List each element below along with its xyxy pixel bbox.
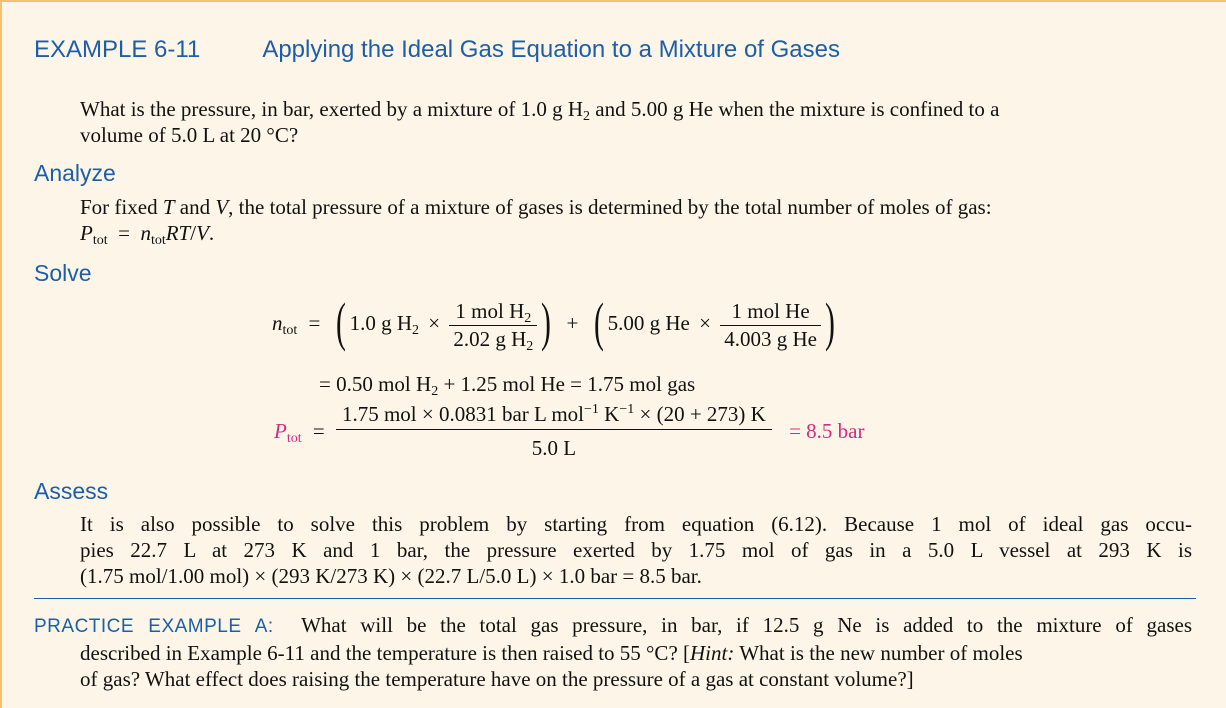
pressure-result: = 8.5 bar xyxy=(789,419,865,443)
analyze-heading: Analyze xyxy=(34,160,116,186)
fraction-he: $\frac{\text{1 mol He}}{\text{4.003 g He}}$ xyxy=(720,299,821,352)
fraction-pressure: $\frac{1.75 mol \times 0.0831 bar L mol^{-1} K^{-1} \times (20 + 273) K}{5.0 L}$ xyxy=(336,402,772,461)
n-tot-result: = 0.50 mol $H_2 + 1.25$ mol He = 1.75 mol gas xyxy=(319,372,696,399)
example-header xyxy=(34,36,840,64)
analyze-formula: $P_{tot} = n_{tot}RT/V$. xyxy=(80,221,215,248)
n-tot-equation: $n_{tot}$ = ( 1.0 g $H_2$ × $\frac{1 mol H_2}{2.02 g H_2}$ ) + ( 5.00 g He × $\frac{\text{1 mol He}}{\text{4.003 g He}}$ ) xyxy=(272,292,835,354)
solve-heading: Solve xyxy=(34,260,92,286)
analyze-text: For fixed T and V, the total pressure of a mixture of gases is determined by the total number of moles of gas: $P_{tot} = n_{tot}RT/V$. xyxy=(80,195,992,248)
example-title: Applying the Ideal Gas Equation to a Mixture of Gases xyxy=(262,36,840,63)
example-number: EXAMPLE 6-11 xyxy=(34,36,201,63)
divider xyxy=(34,598,1196,599)
p-tot-equation: $P_{tot}$ = $\frac{1.75 mol \times 0.0831 bar L mol^{-1} K^{-1} \times (20 + 273) K}{5.0 L}$ = 8.5 bar xyxy=(274,402,865,460)
assess-heading: Assess xyxy=(34,478,109,504)
practice-example: PRACTICE EXAMPLE A: What will be the total gas pressure, in bar, if 12.5 g Ne is added to the mixture of gases described in Example 6-11 and the temperature is then raised to 55 °C? [Hint: What is the new number of moles of gas? What effect does raising the temperature have on the pressure of a gas at constant volume?] xyxy=(34,613,1193,691)
fraction-h2: $\frac{1 mol H_2}{2.02 g H_2}$ xyxy=(449,299,537,352)
question-text: What is the pressure, in bar, exerted by a mixture of 1.0 g $H_2$ and 5.00 g He when the mixture is confined to a volume of 5.0 L at 20 °C? xyxy=(80,97,1000,147)
p-tot-label: $P_{tot}$ xyxy=(274,419,302,446)
assess-text: It is also possible to solve this problem by starting from equation (6.12). Because 1 mol of ideal gas occu- pies 22.7 L at 273 K and 1 bar, the pressure exerted by 1.75 mol of gas in a 5.0 L vessel at 293 K is (1.75 mol/1.00 mol) × (293 K/273 K) × (22.7 L/5.0 L) × 1.0 bar = 8.5 bar. xyxy=(80,512,1192,588)
practice-label: PRACTICE EXAMPLE A: xyxy=(34,616,274,637)
